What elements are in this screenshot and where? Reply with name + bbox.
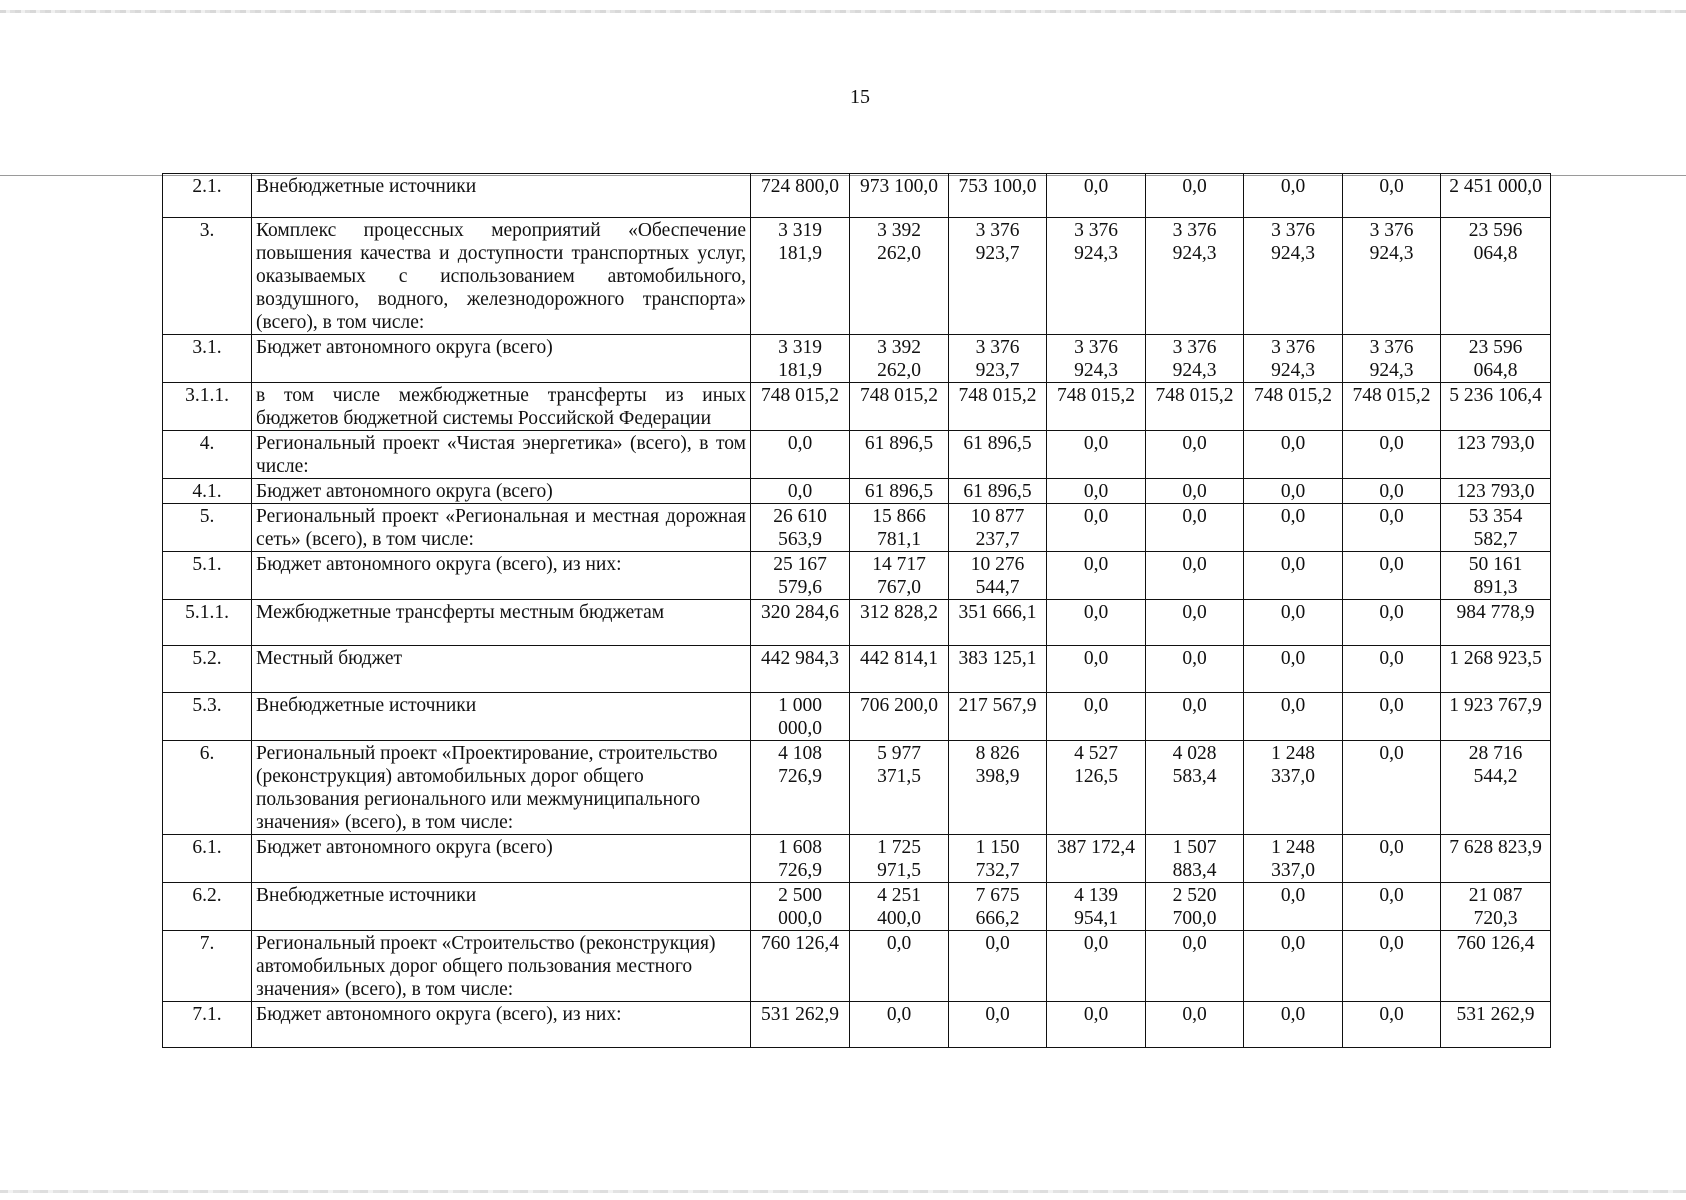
cell-value-3: 1 150 732,7 [949,835,1047,883]
cell-value-4: 0,0 [1047,1002,1146,1048]
cell-value-3: 748 015,2 [949,383,1047,431]
cell-value-1: 3 319 181,9 [751,335,850,383]
row-number: 7. [163,931,252,1002]
cell-value-2: 15 866 781,1 [850,504,949,552]
row-number: 5.1. [163,552,252,600]
cell-value-2: 3 392 262,0 [850,218,949,335]
cell-total: 50 161 891,3 [1441,552,1551,600]
row-name: Внебюджетные источники [252,693,751,741]
cell-value-1: 0,0 [751,479,850,504]
cell-value-3: 383 125,1 [949,646,1047,693]
cell-total: 23 596 064,8 [1441,335,1551,383]
cell-value-6: 0,0 [1244,504,1343,552]
budget-table [162,173,1551,1048]
cell-value-4: 4 527 126,5 [1047,741,1146,835]
row-number: 6. [163,741,252,835]
cell-total: 2 451 000,0 [1441,174,1551,218]
cell-value-3: 3 376 923,7 [949,335,1047,383]
cell-value-5: 0,0 [1146,479,1244,504]
cell-value-5: 3 376 924,3 [1146,335,1244,383]
cell-value-1: 320 284,6 [751,600,850,646]
cell-value-2: 61 896,5 [850,479,949,504]
cell-value-2: 748 015,2 [850,383,949,431]
cell-value-6: 3 376 924,3 [1244,335,1343,383]
cell-value-3: 351 666,1 [949,600,1047,646]
row-number: 7.1. [163,1002,252,1048]
cell-value-7: 0,0 [1343,741,1441,835]
row-name: Региональный проект «Чистая энергетика» (всего), в том числе: [252,431,751,479]
row-name: Комплекс процессных мероприятий «Обеспечение повышения качества и доступности транспортных услуг, оказываемых с использованием автомобильного, воздушного, водного, железнодорожного транспорта» (всего), в том числе: [252,218,751,335]
cell-total: 21 087 720,3 [1441,883,1551,931]
cell-value-3: 8 826 398,9 [949,741,1047,835]
cell-value-7: 0,0 [1343,600,1441,646]
cell-value-7: 0,0 [1343,931,1441,1002]
table-row [163,431,1551,479]
cell-value-5: 0,0 [1146,646,1244,693]
row-number: 4. [163,431,252,479]
cell-value-3: 217 567,9 [949,693,1047,741]
cell-value-1: 1 608 726,9 [751,835,850,883]
cell-value-4: 0,0 [1047,479,1146,504]
cell-total: 984 778,9 [1441,600,1551,646]
cell-value-6: 0,0 [1244,646,1343,693]
cell-value-2: 312 828,2 [850,600,949,646]
cell-value-2: 0,0 [850,931,949,1002]
row-name: Бюджет автономного округа (всего), из них: [252,1002,751,1048]
cell-value-7: 0,0 [1343,835,1441,883]
cell-value-5: 748 015,2 [1146,383,1244,431]
table-row [163,600,1551,646]
row-name: Региональный проект «Строительство (реконструкция) автомобильных дорог общего пользования местного значения» (всего), в том числе: [252,931,751,1002]
table-row [163,174,1551,218]
cell-value-3: 7 675 666,2 [949,883,1047,931]
cell-value-4: 0,0 [1047,931,1146,1002]
cell-value-1: 1 000 000,0 [751,693,850,741]
cell-value-2: 61 896,5 [850,431,949,479]
table-row [163,218,1551,335]
cell-value-3: 61 896,5 [949,479,1047,504]
cell-value-5: 0,0 [1146,552,1244,600]
cell-value-3: 10 276 544,7 [949,552,1047,600]
cell-value-5: 4 028 583,4 [1146,741,1244,835]
cell-total: 123 793,0 [1441,479,1551,504]
cell-value-7: 0,0 [1343,552,1441,600]
cell-value-7: 0,0 [1343,174,1441,218]
cell-value-2: 706 200,0 [850,693,949,741]
row-name: Внебюджетные источники [252,174,751,218]
cell-total: 28 716 544,2 [1441,741,1551,835]
cell-value-1: 442 984,3 [751,646,850,693]
cell-value-6: 3 376 924,3 [1244,218,1343,335]
cell-value-1: 748 015,2 [751,383,850,431]
cell-value-1: 3 319 181,9 [751,218,850,335]
row-number: 6.2. [163,883,252,931]
cell-value-5: 0,0 [1146,600,1244,646]
cell-value-5: 2 520 700,0 [1146,883,1244,931]
cell-value-3: 753 100,0 [949,174,1047,218]
cell-value-4: 3 376 924,3 [1047,335,1146,383]
cell-value-2: 4 251 400,0 [850,883,949,931]
table-row [163,479,1551,504]
table-row [163,504,1551,552]
table-row [163,552,1551,600]
cell-value-7: 748 015,2 [1343,383,1441,431]
cell-total: 5 236 106,4 [1441,383,1551,431]
row-name: Внебюджетные источники [252,883,751,931]
row-number: 4.1. [163,479,252,504]
cell-value-6: 748 015,2 [1244,383,1343,431]
cell-value-4: 387 172,4 [1047,835,1146,883]
cell-value-2: 442 814,1 [850,646,949,693]
budget-table-body [163,174,1551,1048]
cell-total: 53 354 582,7 [1441,504,1551,552]
cell-value-5: 0,0 [1146,1002,1244,1048]
cell-value-4: 0,0 [1047,646,1146,693]
cell-value-4: 748 015,2 [1047,383,1146,431]
cell-value-5: 0,0 [1146,504,1244,552]
cell-value-3: 10 877 237,7 [949,504,1047,552]
cell-value-5: 3 376 924,3 [1146,218,1244,335]
row-name: Бюджет автономного округа (всего) [252,835,751,883]
cell-value-4: 0,0 [1047,504,1146,552]
scan-edge-bottom [0,1190,1686,1193]
row-name: Бюджет автономного округа (всего) [252,335,751,383]
cell-value-7: 0,0 [1343,479,1441,504]
row-number: 5. [163,504,252,552]
row-number: 5.2. [163,646,252,693]
cell-value-4: 0,0 [1047,552,1146,600]
row-name: Межбюджетные трансферты местным бюджетам [252,600,751,646]
cell-value-4: 4 139 954,1 [1047,883,1146,931]
row-number: 6.1. [163,835,252,883]
cell-total: 23 596 064,8 [1441,218,1551,335]
cell-value-6: 0,0 [1244,431,1343,479]
cell-value-7: 0,0 [1343,646,1441,693]
cell-total: 7 628 823,9 [1441,835,1551,883]
cell-value-6: 0,0 [1244,1002,1343,1048]
cell-value-7: 0,0 [1343,693,1441,741]
cell-value-2: 5 977 371,5 [850,741,949,835]
cell-value-4: 0,0 [1047,693,1146,741]
cell-value-6: 0,0 [1244,600,1343,646]
cell-value-6: 0,0 [1244,479,1343,504]
cell-value-1: 2 500 000,0 [751,883,850,931]
cell-value-1: 760 126,4 [751,931,850,1002]
cell-value-1: 26 610 563,9 [751,504,850,552]
row-number: 5.3. [163,693,252,741]
cell-value-2: 3 392 262,0 [850,335,949,383]
table-row [163,931,1551,1002]
cell-total: 1 268 923,5 [1441,646,1551,693]
cell-value-6: 0,0 [1244,883,1343,931]
cell-value-7: 0,0 [1343,431,1441,479]
cell-value-1: 4 108 726,9 [751,741,850,835]
cell-value-6: 1 248 337,0 [1244,835,1343,883]
row-number: 2.1. [163,174,252,218]
table-row [163,883,1551,931]
cell-value-2: 1 725 971,5 [850,835,949,883]
table-row [163,1002,1551,1048]
cell-value-6: 1 248 337,0 [1244,741,1343,835]
cell-total: 1 923 767,9 [1441,693,1551,741]
row-number: 3.1. [163,335,252,383]
cell-value-5: 0,0 [1146,431,1244,479]
row-name: Региональный проект «Проектирование, строительство (реконструкция) автомобильных дорог общего пользования регионального или межмуниципального значения» (всего), в том числе: [252,741,751,835]
table-row [163,835,1551,883]
cell-value-5: 0,0 [1146,931,1244,1002]
cell-value-2: 0,0 [850,1002,949,1048]
cell-value-3: 61 896,5 [949,431,1047,479]
row-name: Бюджет автономного округа (всего), из них: [252,552,751,600]
table-row [163,741,1551,835]
row-name: в том числе межбюджетные трансферты из иных бюджетов бюджетной системы Российской Федерации [252,383,751,431]
cell-value-7: 0,0 [1343,1002,1441,1048]
cell-value-3: 3 376 923,7 [949,218,1047,335]
cell-value-6: 0,0 [1244,552,1343,600]
cell-value-4: 0,0 [1047,431,1146,479]
table-row [163,646,1551,693]
cell-value-2: 14 717 767,0 [850,552,949,600]
cell-value-4: 0,0 [1047,600,1146,646]
cell-value-1: 0,0 [751,431,850,479]
row-name: Бюджет автономного округа (всего) [252,479,751,504]
cell-value-6: 0,0 [1244,931,1343,1002]
row-name: Региональный проект «Региональная и местная дорожная сеть» (всего), в том числе: [252,504,751,552]
cell-value-5: 0,0 [1146,174,1244,218]
cell-value-1: 25 167 579,6 [751,552,850,600]
cell-value-7: 0,0 [1343,504,1441,552]
cell-value-1: 531 262,9 [751,1002,850,1048]
table-row [163,335,1551,383]
cell-value-7: 3 376 924,3 [1343,335,1441,383]
cell-value-7: 0,0 [1343,883,1441,931]
row-number: 3.1.1. [163,383,252,431]
row-number: 3. [163,218,252,335]
page-number: 15 [850,86,870,108]
cell-value-2: 973 100,0 [850,174,949,218]
cell-value-6: 0,0 [1244,174,1343,218]
cell-total: 531 262,9 [1441,1002,1551,1048]
scan-edge-top [0,10,1686,13]
cell-value-7: 3 376 924,3 [1343,218,1441,335]
cell-total: 123 793,0 [1441,431,1551,479]
row-name: Местный бюджет [252,646,751,693]
cell-value-5: 0,0 [1146,693,1244,741]
cell-value-6: 0,0 [1244,693,1343,741]
row-number: 5.1.1. [163,600,252,646]
cell-value-4: 3 376 924,3 [1047,218,1146,335]
cell-value-1: 724 800,0 [751,174,850,218]
table-row [163,693,1551,741]
cell-total: 760 126,4 [1441,931,1551,1002]
cell-value-3: 0,0 [949,931,1047,1002]
cell-value-5: 1 507 883,4 [1146,835,1244,883]
cell-value-3: 0,0 [949,1002,1047,1048]
table-row [163,383,1551,431]
cell-value-4: 0,0 [1047,174,1146,218]
